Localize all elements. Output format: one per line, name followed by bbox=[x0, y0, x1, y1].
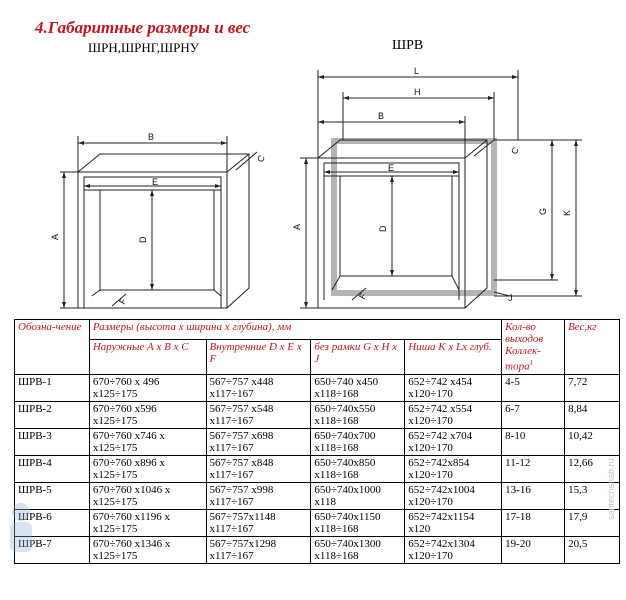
cell-noframe: 650÷740х1000 х118 bbox=[311, 482, 405, 509]
cell-weight: 20,5 bbox=[565, 536, 620, 563]
cell-inner: 567÷757х1298 х117÷167 bbox=[206, 536, 311, 563]
cell-outer: 670÷760 х1346 х х125÷175 bbox=[89, 536, 206, 563]
cell-outputs: 8-10 bbox=[502, 428, 565, 455]
label-B-right: B bbox=[378, 111, 385, 121]
cell-name: ШРВ-4 bbox=[15, 455, 90, 482]
cell-outer: 670÷760 х 496 х125÷175 bbox=[89, 374, 206, 401]
cell-inner: 567÷757 х548 х117÷167 bbox=[206, 401, 311, 428]
label-D-left: D bbox=[138, 236, 148, 243]
label-L: L bbox=[414, 66, 420, 76]
right-drawing-caption: ШРВ bbox=[392, 38, 424, 53]
table-row bbox=[15, 482, 620, 509]
label-F-right: F bbox=[357, 291, 369, 301]
cell-niche: 652÷742х1004 х120÷170 bbox=[405, 482, 502, 509]
cell-weight: 15,3 bbox=[565, 482, 620, 509]
specifications-table bbox=[14, 319, 620, 564]
label-E-left: E bbox=[152, 177, 159, 187]
subheader-outer: Наружные А x B x C bbox=[89, 339, 206, 374]
table-row bbox=[15, 509, 620, 536]
cell-niche: 652÷742 х704 х120÷170 bbox=[405, 428, 502, 455]
cell-inner: 567÷757 х998 х117÷167 bbox=[206, 482, 311, 509]
cell-outputs: 17-18 bbox=[502, 509, 565, 536]
cell-noframe: 650÷740х1150 х118÷168 bbox=[311, 509, 405, 536]
table-row bbox=[15, 536, 620, 563]
subheader-niche: Ниша K x Lx глуб. bbox=[405, 339, 502, 374]
cell-niche: 652÷742 х454 х120÷170 bbox=[405, 374, 502, 401]
cell-name: ШРВ-2 bbox=[15, 401, 90, 428]
cell-inner: 567÷757 х848 х117÷167 bbox=[206, 455, 311, 482]
label-C-left: C bbox=[255, 153, 267, 164]
cell-name: ШРВ-5 bbox=[15, 482, 90, 509]
label-G: G bbox=[538, 207, 548, 215]
cell-outer: 670÷760 х1196 х х125÷175 bbox=[89, 509, 206, 536]
cell-weight: 10,42 bbox=[565, 428, 620, 455]
label-K: K bbox=[562, 209, 572, 216]
cell-weight: 17,9 bbox=[565, 509, 620, 536]
table-row bbox=[15, 374, 620, 401]
section-heading: 4.Габаритные размеры и вес bbox=[35, 18, 251, 37]
left-drawing-caption: ШРН,ШРНГ,ШРНУ bbox=[88, 40, 199, 55]
corner-logo-icon bbox=[4, 500, 38, 558]
header-dimensions: Размеры (высота х ширина х глубина), мм bbox=[89, 320, 501, 340]
header-designation: Обозна-чение bbox=[15, 320, 90, 375]
label-E-right: E bbox=[388, 163, 395, 173]
cell-inner: 567÷757 х448 х117÷167 bbox=[206, 374, 311, 401]
label-A-left: A bbox=[50, 233, 60, 240]
cell-outputs: 4-5 bbox=[502, 374, 565, 401]
cell-noframe: 650÷740х700 х118÷168 bbox=[311, 428, 405, 455]
cell-noframe: 650÷740 х450 х118÷168 bbox=[311, 374, 405, 401]
cell-weight: 8,84 bbox=[565, 401, 620, 428]
cell-niche: 652÷742 х554 х120÷170 bbox=[405, 401, 502, 428]
cell-niche: 652÷742х1154 х120 bbox=[405, 509, 502, 536]
cell-weight: 12,66 bbox=[565, 455, 620, 482]
cell-niche: 652÷742х1304 х120÷170 bbox=[405, 536, 502, 563]
table-header-row bbox=[15, 320, 620, 340]
cell-name: ШРВ-7 bbox=[15, 536, 90, 563]
cell-outputs: 13-16 bbox=[502, 482, 565, 509]
cell-outer: 670÷760 х1046 х х125÷175 bbox=[89, 482, 206, 509]
label-C-right: C bbox=[509, 145, 521, 156]
label-J: J bbox=[508, 293, 513, 303]
cell-outer: 670÷760 х596 х125÷175 bbox=[89, 401, 206, 428]
subheader-noframe: без рамки G x H x J bbox=[311, 339, 405, 374]
cell-niche: 652÷742х854 х120÷170 bbox=[405, 455, 502, 482]
label-F-left: F bbox=[117, 296, 129, 306]
right-cabinet-drawing bbox=[300, 70, 582, 308]
cell-name: ШРВ-3 bbox=[15, 428, 90, 455]
table-row bbox=[15, 455, 620, 482]
cell-outputs: 6-7 bbox=[502, 401, 565, 428]
cell-inner: 567÷757 х698 х117÷167 bbox=[206, 428, 311, 455]
cell-outer: 670÷760 х896 х х125÷175 bbox=[89, 455, 206, 482]
label-H: H bbox=[414, 87, 421, 97]
cell-weight: 7,72 bbox=[565, 374, 620, 401]
subheader-inner: Внутренние D x E x F bbox=[206, 339, 311, 374]
table-row bbox=[15, 428, 620, 455]
cell-outer: 670÷760 х746 х х125÷175 bbox=[89, 428, 206, 455]
cell-outputs: 19-20 bbox=[502, 536, 565, 563]
left-cabinet-drawing bbox=[60, 136, 257, 308]
cell-noframe: 650÷740х1300 х118÷168 bbox=[311, 536, 405, 563]
header-weight: Вес,кг bbox=[565, 320, 620, 375]
cell-inner: 567÷757х1148 х117÷167 bbox=[206, 509, 311, 536]
label-A-right: A bbox=[292, 223, 302, 230]
watermark-text: santechsnab.ru bbox=[606, 458, 616, 520]
table-row bbox=[15, 401, 620, 428]
label-B-left: B bbox=[148, 132, 155, 142]
cell-noframe: 650÷740х850 х118÷168 bbox=[311, 455, 405, 482]
label-D-right: D bbox=[378, 225, 388, 232]
header-outputs: Кол-во выходов Коллек-тора$^1$ bbox=[502, 320, 565, 375]
cell-noframe: 650÷740х550 х118÷168 bbox=[311, 401, 405, 428]
cell-name: ШРВ-1 bbox=[15, 374, 90, 401]
cell-name: ШРВ-6 bbox=[15, 509, 90, 536]
cell-outputs: 11-12 bbox=[502, 455, 565, 482]
